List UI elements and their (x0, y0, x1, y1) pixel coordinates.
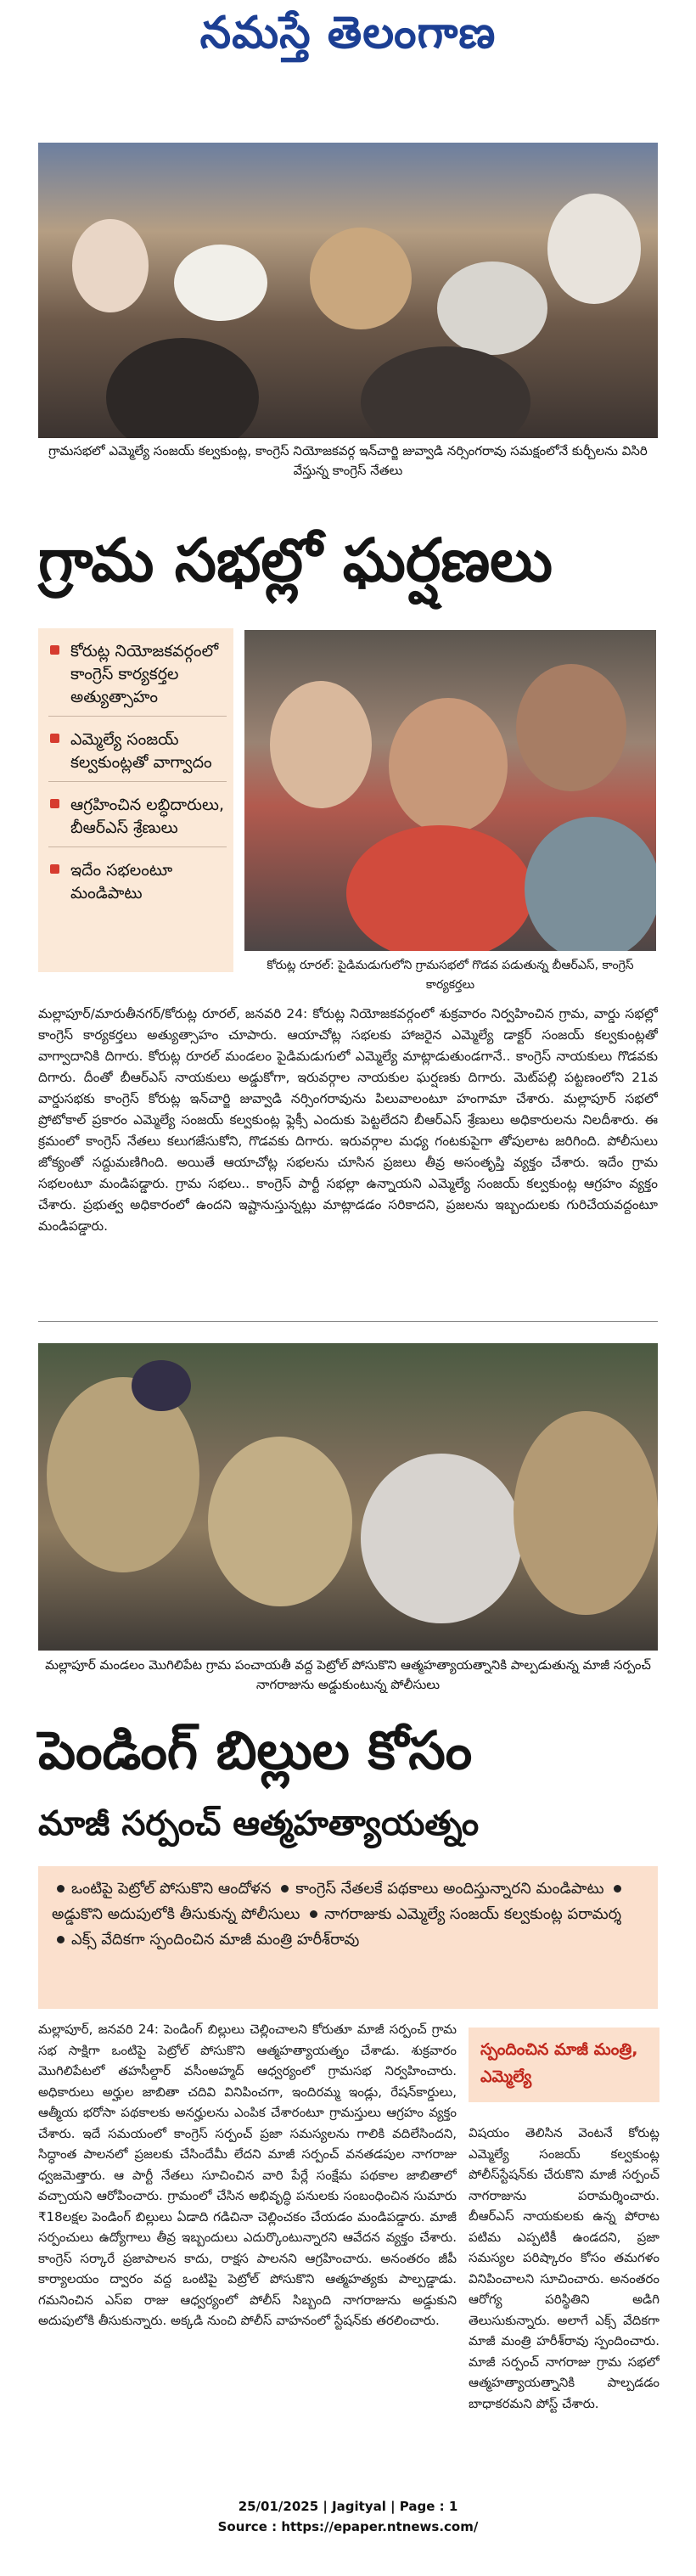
sidebar-body: విషయం తెలిసిన వెంటనే కోరుట్ల ఎమ్మెల్యే సంజయ్ కల్వకుంట్ల పోలీస్‌స్టేషన్‌కు చేరుకొని మాజీ సర్పంచ్ నాగరాజును పరామర్శించారు. బీఆర్ఎస్ నాయకులకు ఉన్న పోరాట పటిమ ఎప్పటికీ ఉండదని, ప్రజా సమస్యల పరిష్కారం కోసం తమగళం వినిపించాలని సూచించారు. అనంతరం ఆరోగ్య పరిస్థితిని అడిగి తెలుసుకున్నారు. అలాగే ఎక్స్ వేదికగా మాజీ మంత్రి హరీశ్‌రావు స్పందించారు. మాజీ సర్పంచ్ నాగరాజు గ్రామ సభలో ఆత్మహత్యాయత్నానికి పాల్పడడం బాధాకరమని పోస్ట్ చేశారు. (469, 2125, 660, 2411)
footer (0, 2496, 696, 2537)
police-photo (38, 1343, 658, 1651)
photo-caption: కోరుట్ల రూరల్: పైడిమడుగులోని గ్రామసభలో గొడవ పడుతున్న బీఆర్ఎస్, కాంగ్రెస్ కార్యకర్తలు (267, 959, 634, 992)
highlights-box (38, 628, 233, 972)
photo-caption: మల్లాపూర్ మండలం మొగిలిపేట గ్రామ పంచాయతీ వద్ద పెట్రోల్ పోసుకొని ఆత్మహత్యాయత్నానికి పాల్పడుతున్న మాజీ సర్పంచ్ నాగరాజును అడ్డుకుంటున్న పోలీసులు (45, 1657, 651, 1692)
bullet-icon (50, 734, 59, 743)
masthead (0, 0, 696, 76)
highlight-item: ఎమ్మెల్యే సంజయ్ కల్వకుంట్లతో వాగ్వాదం (48, 728, 227, 782)
highlight-item: ఆగ్రహించిన లబ్ధిదారులు, బీఆర్ఎస్ శ్రేణులు (48, 794, 227, 847)
highlight-item: కోరుట్ల నియోజకవర్గంలో కాంగ్రెస్ కార్యకర్తల అత్యుత్సాహం (48, 640, 227, 717)
divider (38, 1321, 658, 1322)
bullet-icon (281, 1885, 289, 1893)
article-body: మల్లాపూర్/మారుతీనగర్/కోరుట్ల రూరల్, జనవరి 24: కోరుట్ల నియోజకవర్గంలో శుక్రవారం నిర్వహించిన గ్రామ, వార్డు సభల్లో కాంగ్రెస్ కార్యకర్తలు అత్యుత్సాహం చూపారు. ఆయాచోట్ల సభలకు హాజరైన ఎమ్మెల్యే డాక్టర్ సంజయ్ కల్వకుంట్లతో వాగ్వాదానికి దిగారు. కోరుట్ల రూరల్ మండలం పైడిమడుగులో ఎమ్మెల్యే మాట్లాడుతుండగానే.. కాంగ్రెస్ నాయకులు గొడవకు దిగారు. దీంతో బీఆర్ఎస్ నాయకులు అడ్డుకోగా, ఇరువర్గాల నాయకుల ఘర్షణకు దిగారు. మెట్‌పల్లి పట్టణంలోని 21వ వార్డుసభకు కాంగ్రెస్ కోరుట్ల ఇన్‌చార్జి జువ్వాడి నర్సింగరావును పిలువాలంటూ హంగామా చేశారు. మల్లాపూర్ సభలో ప్రోటోకాల్ ప్రకారం ఎమ్మెల్యే సంజయ్ కల్వకుంట్ల ఫ్లెక్సీ ఎందుకు పెట్టలేదని బీఆర్ఎస్ శ్రేణులు అధికారులను నిలదీశారు. ఈ క్రమంలో కాంగ్రెస్ నేతలు కలుగజేసుకోని, గొడవకు దిగారు. ఇరువర్గాల మధ్య గంటకుపైగా తోపులాట జరిగింది. పోలీసులు జోక్యంతో సద్దుమణిగింది. అయితే ఆయాచోట్ల సభలను చూసిన ప్రజలు తీవ్ర అసంతృప్తి వ్యక్తం చేశారు. ఇదేం గ్రామ సభలంటూ మండిపడ్డారు. గ్రామ సభలు.. కాంగ్రెస్ పార్టీ సభల్లా ఉన్నాయని ఎమ్మెల్యే సంజయ్ కల్వకుంట్ల ఆగ్రహం వ్యక్తం చేశారు. ప్రభుత్వ అధికారంలో ఉందని ఇష్టానుస్తున్నట్లు మాట్లాడడం సరికాదని, ప్రజలను ఇబ్బందులకు గురిచేయవద్దంటూ మండిపడ్డారు. (38, 1006, 658, 1234)
highlight-item: ఇదేం సభలంటూ మండిపాటు (48, 859, 227, 912)
headline: పెండింగ్ బిల్లుల కోసం (38, 1719, 473, 1781)
headline: గ్రామ సభల్లో ఘర్షణలు (38, 526, 553, 595)
highlights-box: ఒంటిపై పెట్రోల్ పోసుకొని ఆందోళన కాంగ్రెస్ నేతలకే పథకాలు అందిస్తున్నారని మండిపాటు అడ్డుకొని అదుపులోకి తీసుకున్న పోలీసులు నాగరాజుకు ఎమ్మెల్యే సంజయ్ కల్వకుంట్ల పరామర్శ ఎక్స్ వేదికగా స్పందించిన మాజీ మంత్రి హరీశ్‌రావు (38, 1866, 658, 2009)
bullet-icon (57, 1936, 65, 1943)
source-link[interactable]: Source : https://epaper.ntnews.com/ (217, 2519, 479, 2534)
bullet-icon (614, 1885, 621, 1893)
newspaper-name: నమస్తే తెలంగాణ (199, 7, 497, 59)
bullet-icon (310, 1910, 317, 1918)
bullet-icon (57, 1885, 65, 1893)
bullet-icon (50, 864, 59, 874)
article-body: మల్లాపూర్, జనవరి 24: పెండింగ్ బిల్లులు చెల్లించాలని కోరుతూ మాజీ సర్పంచ్ గ్రామ సభ సాక్షిగా ఒంటిపై పెట్రోల్ పోసుకొని ఆత్మహత్యాయత్నం చేశాడు. శుక్రవారం మొగిలిపేటలో తహసీల్దార్ వసీంఅహ్మద్ ఆధ్వర్యంలో గ్రామసభ నిర్వహించారు. అధికారులు అర్హుల జాబితా చదివి వినిపించగా, ఇందిరమ్మ ఇండ్లు, రేషన్‌కార్డులు, ఆత్మీయ భరోసా పథకాలకు అనర్హులను ఎంపిక చేశారంటూ గ్రామస్తులు ఆగ్రహం వ్యక్తం చేశారు. ఇదే సమయంలో కాంగ్రెస్ సర్పంచ్ ప్రజా సమస్యలను గాలికి వదిలేసిందని, సిద్ధాంత పాలనలో ప్రజలకు చేసిందేమీ లేదని మాజీ సర్పంచ్ వనతడపుల నాగరాజు ధ్వజమెత్తారు. ఆ పార్టీ నేతలు సూచించిన వారి పేర్లే సంక్షేమ పథకాల జాబితాలో వచ్చాయని ఆరోపించారు. గ్రామంలో చేసిన అభివృద్ధి పనులకు సంబంధించిన సుమారు ₹18లక్షల పెండింగ్ బిల్లులు ఏడాది గడిచినా చెల్లించకం చేయడం మండిపడ్డారు. మాజీ సర్పంచులు ఉద్యోగాలు తీవ్ర ఇబ్బందులు ఎదుర్కొంటున్నారని ఆవేదన వ్యక్తం చేశారు. కాంగ్రెస్ సర్కారే ప్రజాపాలన కాదు, రాక్షస పాలనని ఆగ్రహించారు. అనంతరం జీపీ కార్యాలయం ద్వారం వద్ద ఒంటిపై పెట్రోల్ పోసుకొని ఆత్మహత్యకు పాల్పడ్డాడు. గమనించిన ఎస్‌ఐ రాజు ఆధ్వర్యంలో పోలీస్ సిబ్బంది నాగరాజును అడ్డుకుని అదుపులోకి తీసుకున్నారు. అక్కడి నుంచి పోలీస్ వాహనంలో స్టేషన్‌కు తరలించారు. (38, 2022, 457, 2328)
bullet-icon (50, 645, 59, 655)
crowd-photo (38, 143, 658, 438)
photo-caption: గ్రామసభలో ఎమ్మెల్యే సంజయ్ కల్వకుంట్ల, కాంగ్రెస్ నియోజకవర్గ ఇన్‌చార్జి జువ్వాడి నర్సింగరావు సమక్షంలోనే కుర్చీలను విసిరి వేస్తున్న కాంగ్రెస్ నేతలు (48, 443, 648, 478)
sidebar-title: స్పందించిన మాజీ మంత్రి, ఎమ్మెల్యే (469, 2028, 660, 2102)
clash-photo (244, 630, 656, 951)
page-info: 25/01/2025 | Jagityal | Page : 1 (238, 2499, 458, 2514)
bullet-icon (50, 799, 59, 808)
subheadline: మాజీ సర్పంచ్ ఆత్మహత్యాయత్నం (38, 1804, 480, 1843)
